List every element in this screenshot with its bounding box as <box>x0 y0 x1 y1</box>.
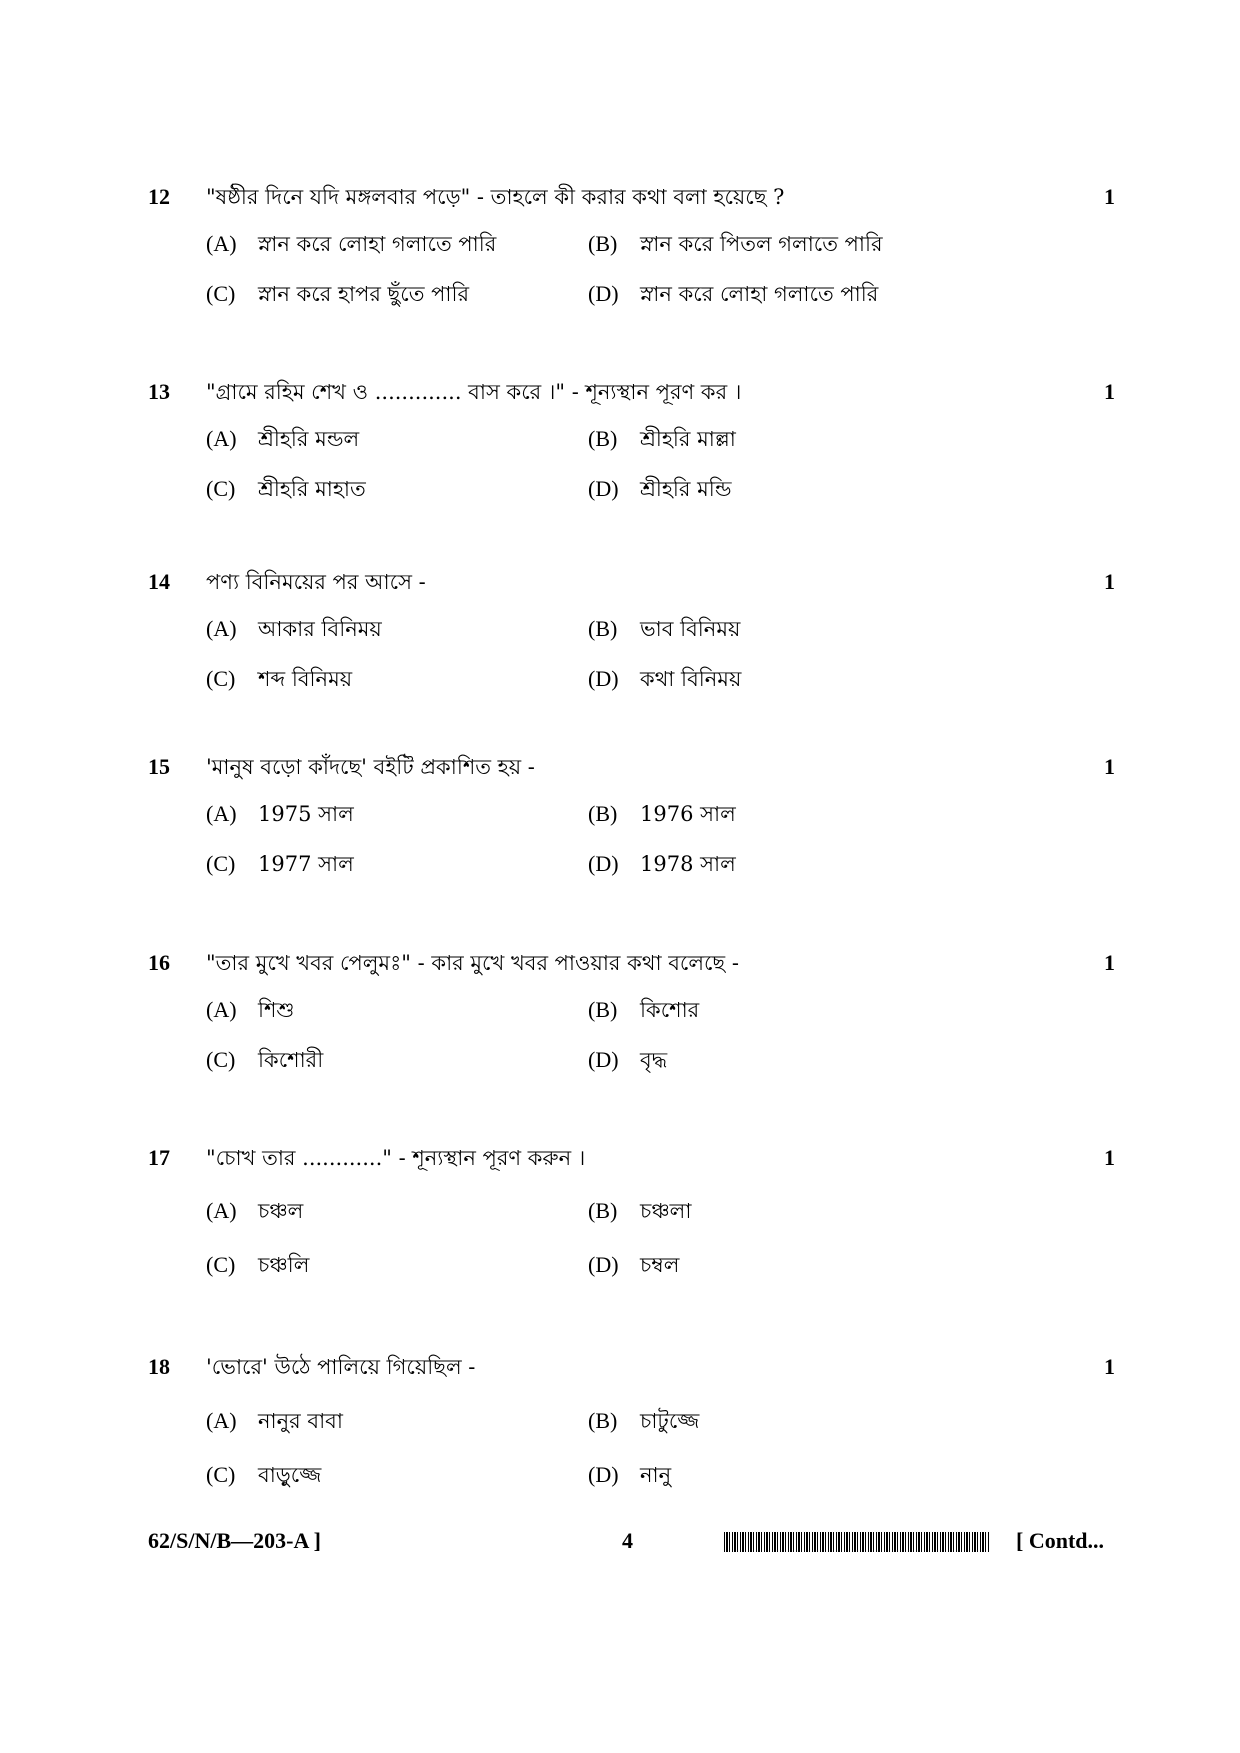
option-b <box>588 996 699 1024</box>
question-text: 'ভোরে' উঠে পালিয়ে গিয়েছিল - <box>206 1355 476 1379</box>
question-text: "ষষ্ঠীর দিনে যদি মঙ্গলবার পড়ে" - তাহলে কী করার কথা বলা হয়েছে ? <box>206 185 785 209</box>
option-label: (C) <box>206 476 236 501</box>
option-d <box>588 1251 679 1279</box>
option-text: শ্রীহরি মন্ডি <box>640 477 732 501</box>
option-text: কিশোর <box>640 998 700 1022</box>
option-text: শ্রীহরি মন্ডল <box>258 427 360 451</box>
option-d <box>588 1461 671 1489</box>
option-text: শ্রীহরি মাহাত <box>258 477 366 501</box>
option-text: 1976 সাল <box>640 802 736 826</box>
option-label: (C) <box>206 1252 236 1277</box>
option-text: চঞ্চল <box>258 1199 304 1223</box>
option-label: (D) <box>588 1252 619 1277</box>
option-text: আকার বিনিময় <box>258 617 382 641</box>
option-b <box>588 800 736 828</box>
option-text: চঞ্চলা <box>640 1199 692 1223</box>
option-c <box>206 1461 321 1489</box>
option-d <box>588 850 736 878</box>
option-label: (C) <box>206 666 236 691</box>
option-d <box>588 475 732 503</box>
option-text: শিশু <box>258 998 295 1022</box>
option-label: (A) <box>206 1198 237 1223</box>
option-d <box>588 280 878 308</box>
option-c <box>206 1251 309 1279</box>
option-label: (B) <box>588 231 618 256</box>
option-label: (B) <box>588 1408 618 1433</box>
question-text: "চোখ তার ............" - শূন্যস্থান পূরণ করুন । <box>206 1146 586 1170</box>
option-label: (C) <box>206 1462 236 1487</box>
question-text: "তার মুখে খবর পেলুমঃ" - কার মুখে খবর পাওয়ার কথা বলেছে - <box>206 951 739 975</box>
option-label: (A) <box>206 997 237 1022</box>
paper-code: 62/S/N/B—203-A ] <box>148 1528 321 1553</box>
option-text: 1977 সাল <box>258 852 354 876</box>
option-text: শ্রীহরি মাল্লা <box>640 427 736 451</box>
option-text: চাটুজ্জে <box>640 1409 700 1433</box>
option-text: 1978 সাল <box>640 852 736 876</box>
option-label: (C) <box>206 1047 236 1072</box>
option-text: নানুর বাবা <box>258 1409 343 1433</box>
option-text: স্নান করে পিতল গলাতে পারি <box>640 232 883 256</box>
question-number: 18 <box>148 1354 170 1379</box>
question-text: পণ্য বিনিময়ের পর আসে - <box>206 570 426 594</box>
question-mark: 1 <box>1104 1354 1115 1379</box>
option-text: নানু <box>640 1463 672 1487</box>
continued-label: [ Contd... <box>1016 1528 1105 1553</box>
option-label: (A) <box>206 426 237 451</box>
option-a <box>206 996 295 1024</box>
question-mark: 1 <box>1104 184 1115 209</box>
option-text: চম্বল <box>640 1253 680 1277</box>
option-c <box>206 475 366 503</box>
option-a <box>206 230 496 258</box>
option-text: ভাব বিনিময় <box>640 617 741 641</box>
option-b <box>588 230 883 258</box>
option-text: স্নান করে লোহা গলাতে পারি <box>258 232 497 256</box>
page-number: 4 <box>622 1528 633 1553</box>
option-label: (D) <box>588 281 619 306</box>
option-label: (D) <box>588 851 619 876</box>
option-d <box>588 665 741 693</box>
option-label: (B) <box>588 801 618 826</box>
page-footer <box>0 1528 1240 1558</box>
option-label: (B) <box>588 616 618 641</box>
option-label: (B) <box>588 1198 618 1223</box>
option-label: (D) <box>588 1047 619 1072</box>
option-label: (A) <box>206 1408 237 1433</box>
barcode-icon <box>724 1532 990 1552</box>
question-number: 16 <box>148 950 170 975</box>
option-text: বাড়ুজ্জে <box>258 1463 322 1487</box>
option-b <box>588 1407 699 1435</box>
question-text: 'মানুষ বড়ো কাঁদছে' বইটি প্রকাশিত হয় - <box>206 755 535 779</box>
option-label: (D) <box>588 476 619 501</box>
option-label: (A) <box>206 801 237 826</box>
option-d <box>588 1046 667 1074</box>
question-mark: 1 <box>1104 569 1115 594</box>
option-text: বৃদ্ধ <box>640 1048 668 1072</box>
option-a <box>206 800 354 828</box>
option-text: কথা বিনিময় <box>640 667 742 691</box>
question-mark: 1 <box>1104 1145 1115 1170</box>
option-label: (C) <box>206 851 236 876</box>
option-label: (C) <box>206 281 236 306</box>
option-text: কিশোরী <box>258 1048 324 1072</box>
option-text: স্নান করে হাপর ছুঁতে পারি <box>258 282 470 306</box>
question-number: 13 <box>148 379 170 404</box>
option-b <box>588 1197 691 1225</box>
question-mark: 1 <box>1104 950 1115 975</box>
option-a <box>206 615 382 643</box>
question-number: 15 <box>148 754 170 779</box>
option-text: শব্দ বিনিময় <box>258 667 353 691</box>
question-number: 14 <box>148 569 170 594</box>
option-label: (D) <box>588 666 619 691</box>
option-text: স্নান করে লোহা গলাতে পারি <box>640 282 879 306</box>
option-label: (B) <box>588 426 618 451</box>
option-label: (A) <box>206 231 237 256</box>
option-b <box>588 425 736 453</box>
option-a <box>206 1407 343 1435</box>
option-c <box>206 280 469 308</box>
option-b <box>588 615 740 643</box>
option-a <box>206 1197 303 1225</box>
option-c <box>206 850 354 878</box>
option-a <box>206 425 359 453</box>
question-text: "গ্রামে রহিম শেখ ও ............. বাস করে ।" - শূন্যস্থান পূরণ কর । <box>206 380 742 404</box>
option-text: চঞ্চলি <box>258 1253 310 1277</box>
question-mark: 1 <box>1104 379 1115 404</box>
question-number: 12 <box>148 184 170 209</box>
option-label: (A) <box>206 616 237 641</box>
option-c <box>206 665 352 693</box>
option-text: 1975 সাল <box>258 802 354 826</box>
question-mark: 1 <box>1104 754 1115 779</box>
option-label: (D) <box>588 1462 619 1487</box>
option-c <box>206 1046 323 1074</box>
option-label: (B) <box>588 997 618 1022</box>
question-number: 17 <box>148 1145 170 1170</box>
